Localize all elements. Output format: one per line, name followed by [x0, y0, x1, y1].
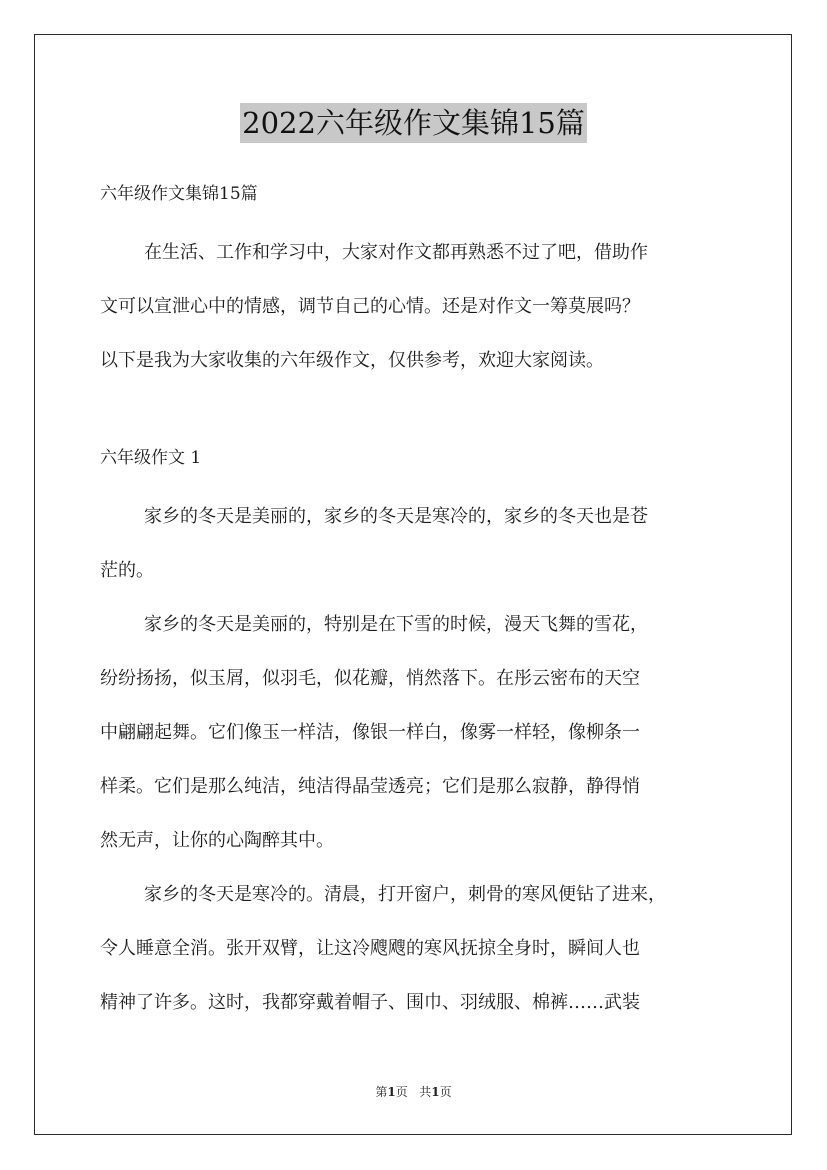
body-paragraph [100, 868, 728, 1030]
page-footer [0, 1083, 827, 1100]
paragraph-line: 家乡的冬天是美丽的，家乡的冬天是寒冷的，家乡的冬天也是苍 [144, 506, 648, 527]
paragraph-line: 以下是我为大家收集的六年级作文，仅供参考，欢迎大家阅读。 [100, 350, 604, 371]
paragraph-line: 中翩翩起舞。它们像玉一样洁，像银一样白，像雾一样轻，像柳条一 [100, 722, 640, 743]
document-body [100, 166, 728, 1030]
section-heading: 六年级作文 1 [100, 448, 202, 468]
paragraph-line: 在生活、工作和学习中，大家对作文都再熟悉不过了吧，借助作 [144, 242, 648, 263]
paragraph-line: 纷纷扬扬，似玉屑，似羽毛，似花瓣，悄然落下。在彤云密布的天空 [100, 668, 640, 689]
total-prefix: 共 [419, 1085, 432, 1099]
document-title [0, 100, 827, 144]
paragraph-line: 家乡的冬天是寒冷的。清晨，打开窗户，刺骨的寒风便钻了进来， [144, 884, 666, 905]
paragraph-line: 茫的。 [100, 560, 154, 581]
body-paragraph [100, 598, 728, 868]
page-suffix: 页 [395, 1085, 408, 1099]
paragraph-line: 精神了许多。这时，我都穿戴着帽子、围巾、羽绒服、棉裤……武装 [100, 992, 640, 1013]
paragraph-line: 令人睡意全消。张开双臂，让这冷飕飕的寒风抚掠全身时，瞬间人也 [100, 938, 640, 959]
paragraph-line: 然无声，让你的心陶醉其中。 [100, 830, 334, 851]
total-pages: 1 [431, 1085, 440, 1099]
page-number: 1 [387, 1085, 396, 1099]
paragraph-line: 文可以宣泄心中的情感，调节自己的心情。还是对作文一筹莫展吗？ [100, 296, 640, 317]
page-prefix: 第 [375, 1085, 388, 1099]
paragraph-line: 家乡的冬天是美丽的，特别是在下雪的时候，漫天飞舞的雪花， [144, 614, 648, 635]
document-title-text: 2022六年级作文集锦15篇 [240, 103, 587, 143]
paragraph-line: 样柔。它们是那么纯洁，纯洁得晶莹透亮；它们是那么寂静，静得悄 [100, 776, 640, 797]
intro-paragraph [100, 226, 728, 388]
document-subtitle: 六年级作文集锦15篇 [100, 184, 258, 204]
spacer [100, 388, 728, 430]
total-suffix: 页 [439, 1085, 452, 1099]
body-paragraph [100, 490, 728, 598]
